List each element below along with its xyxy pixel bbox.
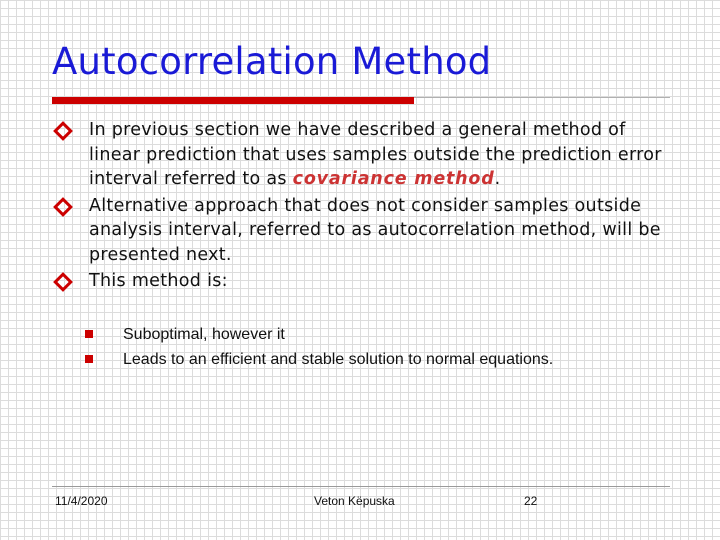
footer-rule-line — [52, 486, 670, 487]
footer-date: 11/4/2020 — [55, 494, 108, 508]
sub-bullet-list — [85, 323, 605, 373]
square-bullet-icon — [85, 330, 93, 338]
bullet-text: In previous section we have described a general method of linear prediction that uses samples outside the prediction error interval referred to as — [89, 120, 662, 189]
diamond-bullet-icon — [53, 272, 73, 292]
bullet-list — [52, 118, 672, 296]
bullet-item — [52, 118, 672, 192]
bullet-item — [52, 269, 672, 294]
square-bullet-icon — [85, 355, 93, 363]
bullet-text: This method is: — [89, 271, 228, 291]
title-accent-bar — [52, 97, 414, 104]
bullet-text-end: . — [494, 169, 501, 189]
sub-bullet-text: Suboptimal, however it — [123, 326, 285, 343]
slide-title: Autocorrelation Method — [52, 40, 492, 83]
sub-bullet-item — [85, 348, 605, 371]
footer-author: Veton Këpuska — [314, 494, 395, 508]
bullet-text: Alternative approach that does not consider samples outside analysis interval, referred to as autocorrelation method, will be presented next. — [89, 195, 661, 265]
bullet-item — [52, 194, 672, 268]
sub-bullet-text: Leads to an efficient and stable solution to normal equations. — [123, 351, 554, 368]
diamond-bullet-icon — [53, 197, 73, 217]
emphasis-text: covariance method — [292, 169, 495, 189]
footer-page-number: 22 — [524, 494, 538, 508]
title-rule-line — [414, 97, 670, 98]
diamond-bullet-icon — [53, 121, 73, 141]
sub-bullet-item — [85, 323, 605, 346]
